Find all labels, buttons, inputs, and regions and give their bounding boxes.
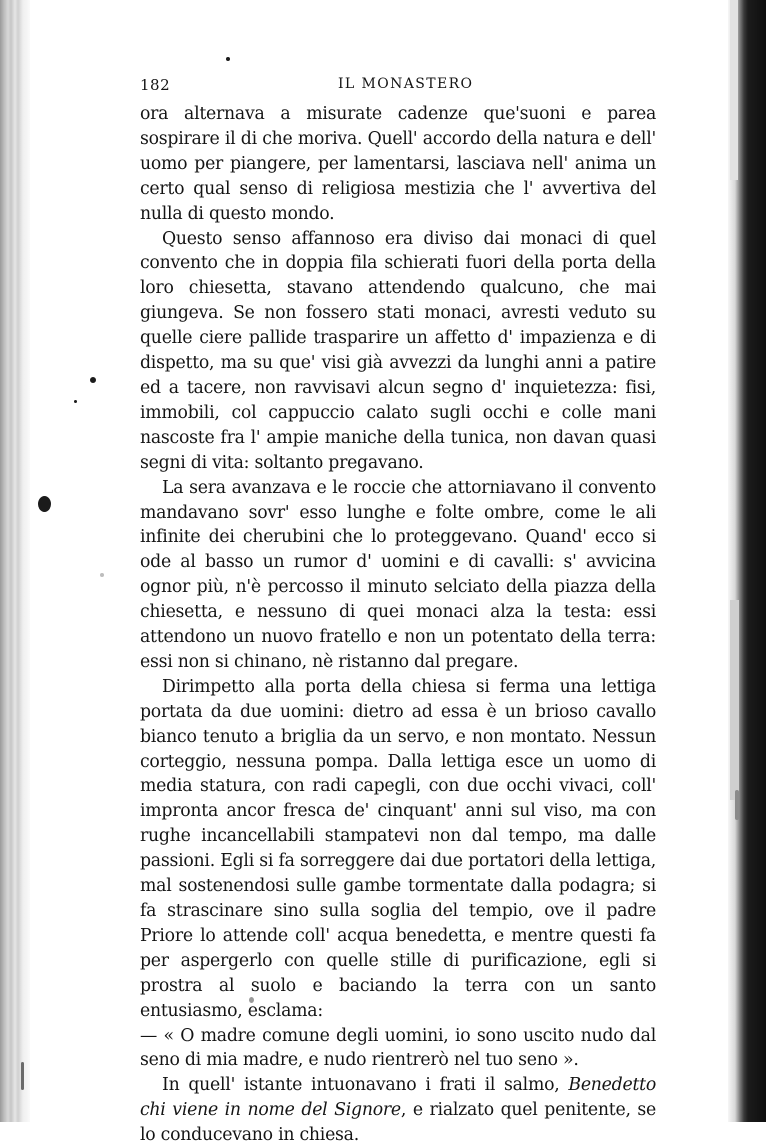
paragraph: ora alternava a misurate cadenze que'suoni e parea sospirare il di che moriva. Quell' accordo della natura e dell' uomo per piangere, per lamentarsi, lasciava nell' anima un certo qual senso di religiosa mestizia che l' avvertiva del nulla di questo mondo. — [140, 104, 656, 224]
paragraph: Dirimpetto alla porta della chiesa si ferma una lettiga portata da due uomini: dietro ad essa è un brioso cavallo bianco tenuto a briglia da un servo, e non montato. Nessun corteggio, nessuna pompa. Dalla lettiga esce un uomo di media statura, con radi capegli, con due occhi vivaci, coll' impronta ancor fresca de' cinquant' anni sul viso, ma con rughe incancellabili stampatevi non dal tempo, ma dalle passioni. Egli si fa sorreggere dai due portatori della lettiga, mal sostenendosi sulle gambe tormentate dalla podagra; si fa strascinare sino sulla soglia del tempio, ove il padre Priore lo attende coll' acqua benedetta, e mentre questi fa per aspergerlo con quelle stille di purificazione, egli si prostra al suolo e baciando la terra con un santo entusiasmo, esclama: — [140, 676, 656, 1021]
body-text — [140, 102, 656, 1148]
paragraph: Questo senso affannoso era diviso dai monaci di quel convento che in doppia fila schierati fuori della porta della loro chiesetta, stavano attendendo qualcuno, che mai giungeva. Se non fossero stati monaci, avresti veduto su quelle ciere pallide trasparire un affetto d' impazienza e di dispetto, ma su que' visi già avvezzi da lunghi anni a patire ed a tacere, non ravvisavi alcun segno d' inquietezza: fisi, immobili, col cappuccio calato sugli occhi e colle mani nascoste fra l' ampie maniche della tunica, non davan quasi segni di vita: soltanto pregavano. — [140, 228, 656, 473]
paragraph-text: In quell' istante intuonavano i frati il salmo, — [162, 1075, 569, 1096]
paragraph — [140, 1073, 656, 1148]
psalm-title: Benedetto chi viene in nome del Signore — [140, 1075, 656, 1121]
ink-speck — [74, 400, 77, 403]
page-edge — [728, 0, 766, 1122]
ink-speck — [38, 496, 51, 512]
text-page — [140, 70, 656, 1148]
ink-speck — [100, 573, 104, 577]
paragraph-text: , e rialzato quel penitente, se lo conducevano in chiesa. — [140, 1100, 657, 1146]
page-number: 182 — [140, 76, 171, 94]
page-edge-highlight — [730, 0, 738, 180]
paragraph: La sera avanzava e le roccie che attorniavano il convento mandavano sovr' esso lunghe e folte ombre, come le ali infinite dei cherubini che lo proteggevano. Quand' ecco si ode al basso un rumor d' uomini e di cavalli: s' avvicina ognor più, n'è percosso il minuto selciato della piazza della chiesetta, e nessuno di quei monaci alza la testa: essi attendono un nuovo fratello e non un potentato della terra: essi non si chinano, nè ristanno dal pregare. — [140, 477, 656, 672]
ink-speck — [735, 790, 739, 820]
ink-speck — [90, 377, 96, 383]
running-title: IL MONASTERO — [338, 76, 474, 92]
binding-gutter — [0, 0, 30, 1122]
ink-speck — [21, 1062, 24, 1090]
ink-speck — [226, 57, 230, 61]
page-header — [140, 70, 656, 102]
page-edge-highlight — [730, 600, 739, 800]
dialogue-paragraph: — « O madre comune degli uomini, io sono uscito nudo dal seno di mia madre, e nudo rientrerò nel tuo seno ». — [140, 1025, 656, 1071]
